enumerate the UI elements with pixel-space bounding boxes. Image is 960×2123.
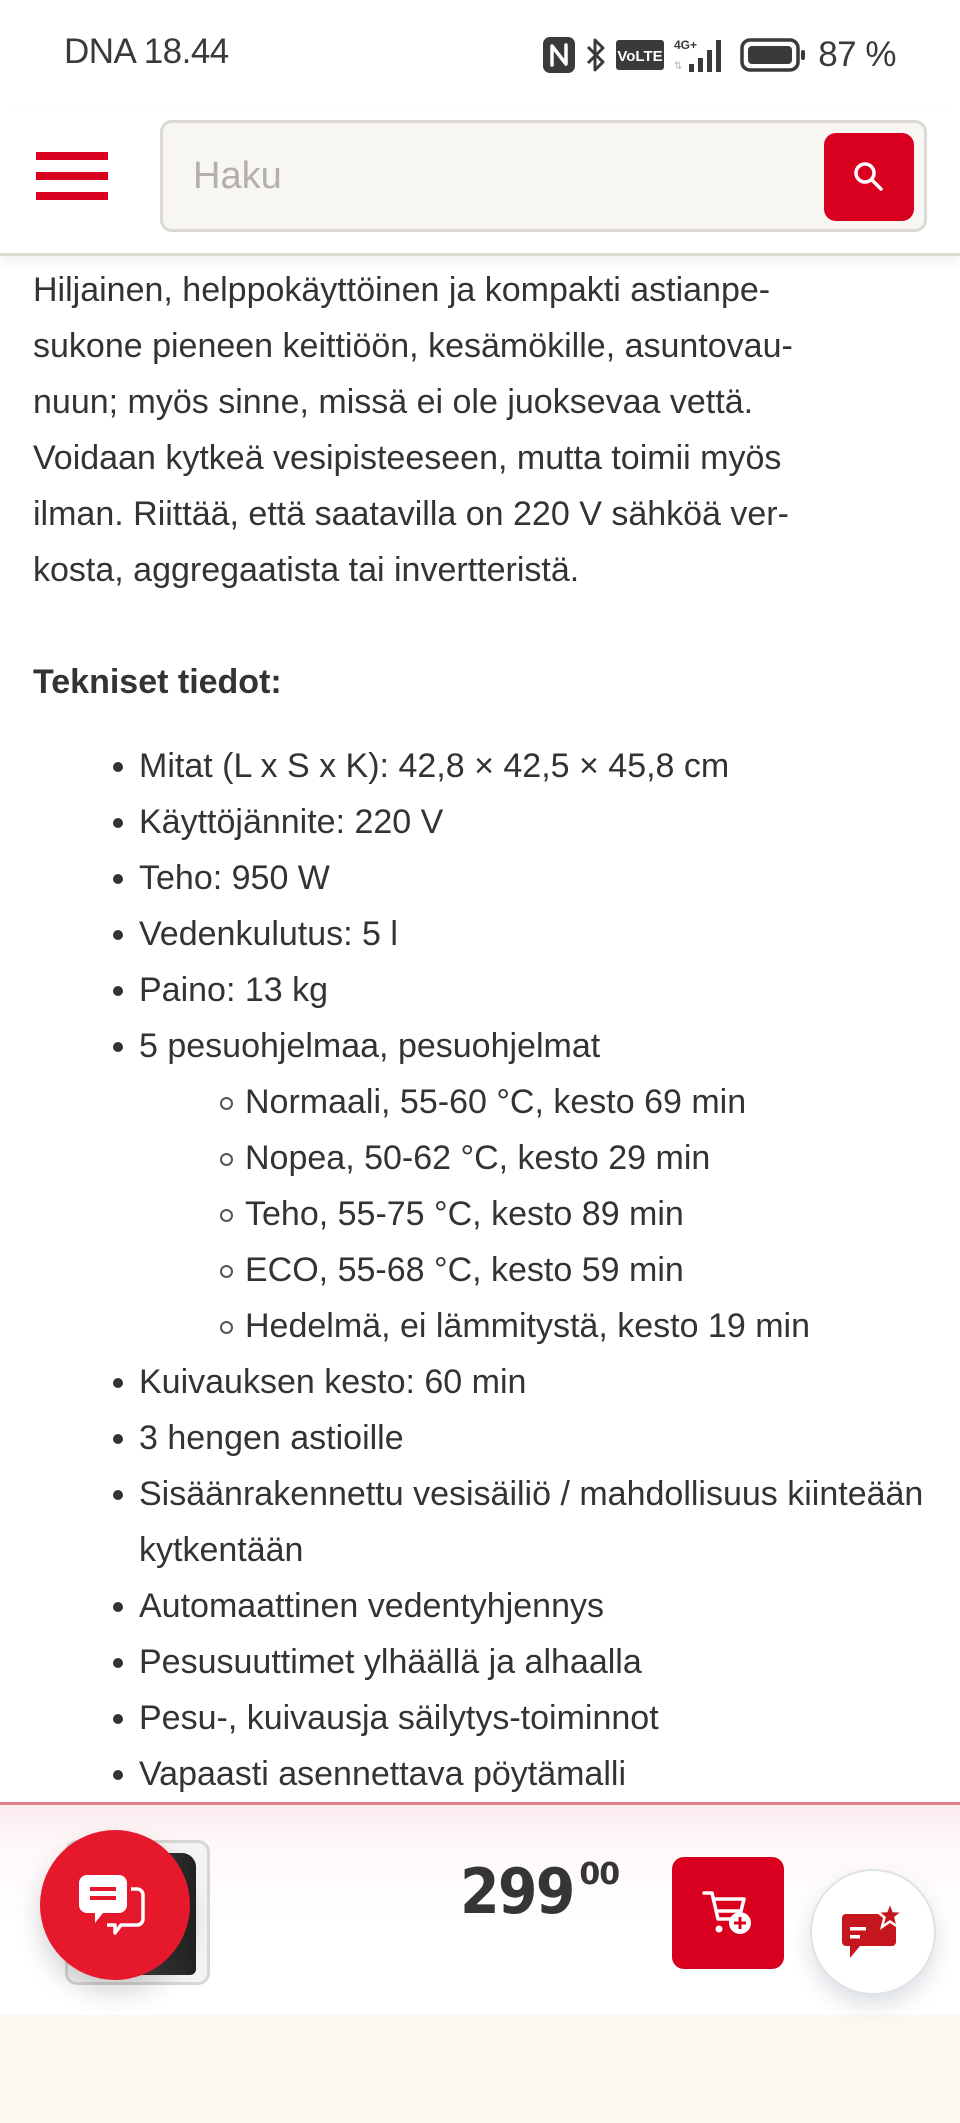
price-cents: 00 (579, 1857, 620, 1892)
hamburger-menu-icon[interactable] (36, 152, 108, 202)
spec-item: Vedenkulutus: 5 l (33, 906, 927, 962)
spec-item: Pesu-, kuivausja säilytys-toiminnot (33, 1690, 927, 1746)
spec-item: Käyttöjännite: 220 V (33, 794, 927, 850)
product-description (0, 256, 960, 1802)
specs-list (33, 738, 927, 1802)
spec-item: 3 hengen astioille (33, 1410, 927, 1466)
page-footer-area (0, 2015, 960, 2123)
svg-text:VoLTE: VoLTE (617, 48, 663, 65)
status-bar (0, 0, 960, 110)
description-line: Hiljainen, helppokäyttöinen ja kompakti astianpe- (33, 271, 771, 309)
spec-item: Pesusuuttimet ylhäällä ja alhaalla (33, 1634, 927, 1690)
wash-program-item: ECO, 55-68 °C, kesto 59 min (139, 1242, 927, 1298)
battery-percent: 87 % (818, 35, 896, 74)
battery-icon (740, 38, 806, 72)
site-header (0, 110, 960, 256)
description-line: sukone pieneen keittiöön, kesämökille, asuntovau- (33, 327, 793, 365)
spec-item-programs (33, 1018, 927, 1354)
wash-program-item: Teho, 55-75 °C, kesto 89 min (139, 1186, 927, 1242)
reviews-button[interactable] (810, 1869, 936, 1995)
description-line: ilman. Riittää, että saatavilla on 220 V sähköä ver- (33, 495, 789, 533)
description-paragraph (33, 262, 927, 598)
description-line: nuun; myös sinne, missä ei ole juoksevaa vettä. (33, 383, 754, 421)
svg-text:4G+: 4G+ (674, 38, 698, 52)
description-line: Voidaan kytkeä vesipisteeseen, mutta toimii myös (33, 439, 782, 477)
spec-item: Teho: 950 W (33, 850, 927, 906)
spec-item: Vapaasti asennettava pöytämalli (33, 1746, 927, 1802)
wash-program-item: Hedelmä, ei lämmitystä, kesto 19 min (139, 1298, 927, 1354)
search-bar (160, 120, 927, 232)
carrier-time: DNA 18.44 (64, 32, 229, 71)
specs-heading: Tekniset tiedot: (33, 663, 282, 701)
spec-item: Kuivauksen kesto: 60 min (33, 1354, 927, 1410)
chat-button[interactable] (40, 1830, 190, 1980)
svg-text:⇅: ⇅ (674, 61, 683, 72)
volte-icon (616, 40, 664, 70)
search-icon (851, 159, 887, 195)
price (460, 1857, 619, 1927)
sticky-buy-bar (0, 1802, 960, 2015)
search-button[interactable] (824, 133, 914, 221)
signal-4g-plus-icon (672, 36, 732, 74)
spec-item-label: 5 pesuohjelmaa, pesuohjelmat (139, 1027, 601, 1065)
wash-program-item: Normaali, 55-60 °C, kesto 69 min (139, 1074, 927, 1130)
status-icons (542, 33, 896, 77)
nfc-icon (542, 36, 576, 74)
cart-add-icon (700, 1887, 756, 1939)
add-to-cart-button[interactable] (672, 1857, 784, 1969)
review-star-icon (840, 1900, 906, 1964)
wash-program-item: Nopea, 50-62 °C, kesto 29 min (139, 1130, 927, 1186)
wash-programs-list (139, 1074, 927, 1354)
bluetooth-icon (584, 36, 608, 74)
chat-bubbles-icon (73, 1863, 157, 1947)
price-euros: 299 (460, 1855, 574, 1928)
search-input[interactable] (193, 145, 793, 207)
spec-item: Mitat (L x S x K): 42,8 × 42,5 × 45,8 cm (33, 738, 927, 794)
spec-item: Paino: 13 kg (33, 962, 927, 1018)
description-line: kosta, aggregaatista tai invertteristä. (33, 551, 580, 589)
spec-item: Sisäänrakennettu vesisäiliö / mahdollisuus kiinteään kytkentään (33, 1466, 927, 1578)
spec-item: Automaattinen vedentyhjennys (33, 1578, 927, 1634)
